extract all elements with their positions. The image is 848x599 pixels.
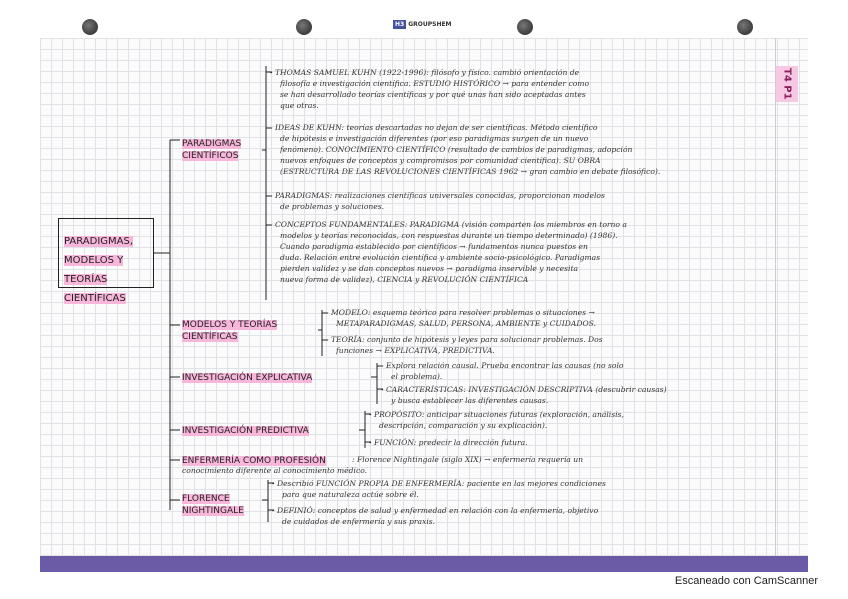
- branch-title-florence: FLORENCE NIGHTINGALE: [182, 494, 244, 516]
- branch-title-enfermeria: ENFERMERÍA COMO PROFESIÓN: [182, 456, 326, 466]
- branch-title-predictiva: INVESTIGACIÓN PREDICTIVA: [182, 426, 309, 436]
- branch-title-explicativa: INVESTIGACIÓN EXPLICATIVA: [182, 373, 313, 383]
- brand-mark: H3: [395, 20, 405, 28]
- branch-title-paradigmas: PARADIGMAS CIENTÍFICOS: [182, 139, 242, 161]
- accent-bar: [40, 556, 808, 572]
- root-topic-box: [58, 218, 154, 304]
- page-tab: T4 P1: [776, 66, 798, 102]
- brand-text: GROUPSHEM: [408, 20, 452, 28]
- branch-title-modelos: MODELOS Y TEORÍAS CIENTÍFICAS: [182, 320, 278, 342]
- scanner-watermark: Escaneado con CamScanner: [674, 575, 818, 587]
- root-title: PARADIGMAS, MODELOS Y TEORÍAS CIENTÍFICAS: [64, 236, 134, 304]
